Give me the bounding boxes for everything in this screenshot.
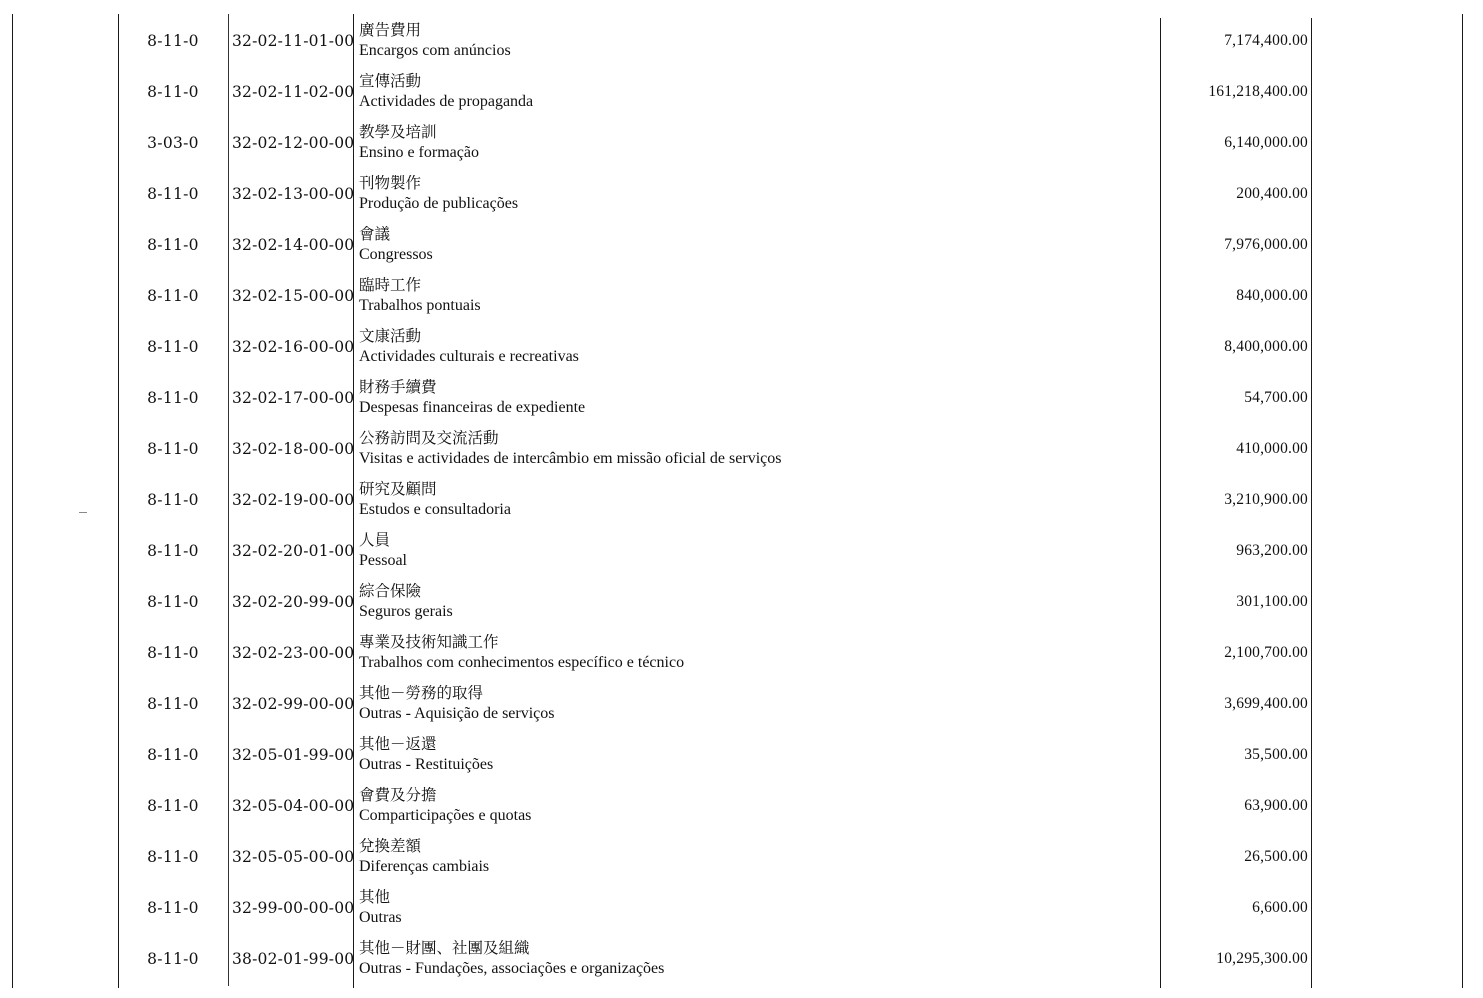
economic-code: 32-02-13-00-00 bbox=[232, 185, 355, 203]
description bbox=[359, 122, 479, 163]
description bbox=[359, 275, 481, 316]
description-portuguese: Outras - Fundações, associações e organizações bbox=[359, 960, 665, 977]
description bbox=[359, 173, 518, 214]
description-portuguese: Actividades de propaganda bbox=[359, 93, 534, 110]
amount: 301,100.00 bbox=[1236, 593, 1308, 610]
description-portuguese: Estudos e consultadoria bbox=[359, 501, 511, 518]
description-portuguese: Trabalhos com conhecimentos específico e técnico bbox=[359, 654, 685, 671]
table-row bbox=[0, 274, 1483, 325]
economic-code: 32-02-20-99-00 bbox=[232, 593, 355, 611]
description-chinese: 其他 bbox=[359, 888, 391, 906]
description bbox=[359, 479, 511, 520]
amount: 2,100,700.00 bbox=[1224, 644, 1308, 661]
description-chinese: 專業及技術知識工作 bbox=[359, 633, 499, 651]
description bbox=[359, 20, 511, 61]
description-portuguese: Outras bbox=[359, 909, 402, 926]
economic-code: 32-02-23-00-00 bbox=[232, 644, 355, 662]
description-portuguese: Despesas financeiras de expediente bbox=[359, 399, 586, 416]
description bbox=[359, 683, 555, 724]
table-row bbox=[0, 784, 1483, 835]
table-row bbox=[0, 70, 1483, 121]
amount: 3,699,400.00 bbox=[1224, 695, 1308, 712]
economic-code: 32-02-11-01-00 bbox=[232, 32, 355, 50]
economic-code: 32-02-99-00-00 bbox=[232, 695, 355, 713]
description bbox=[359, 71, 533, 112]
function-code: 8-11-0 bbox=[147, 899, 199, 917]
function-code: 8-11-0 bbox=[147, 746, 199, 764]
amount: 10,295,300.00 bbox=[1216, 950, 1308, 967]
economic-code: 32-02-18-00-00 bbox=[232, 440, 355, 458]
description-portuguese: Diferenças cambiais bbox=[359, 858, 490, 875]
economic-code: 32-02-11-02-00 bbox=[232, 83, 355, 101]
amount: 6,140,000.00 bbox=[1224, 134, 1308, 151]
description-portuguese: Outras - Aquisição de serviços bbox=[359, 705, 555, 722]
function-code: 8-11-0 bbox=[147, 491, 199, 509]
function-code: 8-11-0 bbox=[147, 695, 199, 713]
amount: 54,700.00 bbox=[1244, 389, 1308, 406]
function-code: 8-11-0 bbox=[147, 83, 199, 101]
table-row bbox=[0, 682, 1483, 733]
economic-code: 32-02-16-00-00 bbox=[232, 338, 355, 356]
description-portuguese: Produção de publicações bbox=[359, 195, 519, 212]
table-row bbox=[0, 223, 1483, 274]
amount: 35,500.00 bbox=[1244, 746, 1308, 763]
description bbox=[359, 377, 585, 418]
function-code: 8-11-0 bbox=[147, 950, 199, 968]
description bbox=[359, 938, 664, 979]
function-code: 8-11-0 bbox=[147, 236, 199, 254]
description-chinese: 其他－返還 bbox=[359, 735, 437, 753]
description-portuguese: Congressos bbox=[359, 246, 433, 263]
amount: 963,200.00 bbox=[1236, 542, 1308, 559]
function-code: 3-03-0 bbox=[147, 134, 199, 152]
amount: 63,900.00 bbox=[1244, 797, 1308, 814]
function-code: 8-11-0 bbox=[147, 542, 199, 560]
description-chinese: 臨時工作 bbox=[359, 276, 422, 294]
description-chinese: 會費及分擔 bbox=[359, 786, 437, 804]
table-row bbox=[0, 427, 1483, 478]
table-row bbox=[0, 325, 1483, 376]
description-portuguese: Seguros gerais bbox=[359, 603, 453, 620]
description-chinese: 會議 bbox=[359, 225, 391, 243]
economic-code: 32-05-05-00-00 bbox=[232, 848, 355, 866]
description-chinese: 研究及顧問 bbox=[359, 480, 437, 498]
table-row bbox=[0, 733, 1483, 784]
description-chinese: 綜合保險 bbox=[359, 582, 422, 600]
economic-code: 38-02-01-99-00 bbox=[232, 950, 355, 968]
description-chinese: 其他－勞務的取得 bbox=[359, 684, 484, 702]
description-chinese: 人員 bbox=[359, 531, 391, 549]
description-portuguese: Actividades culturais e recreativas bbox=[359, 348, 579, 365]
description bbox=[359, 224, 433, 265]
table-row bbox=[0, 937, 1483, 988]
description-portuguese: Encargos com anúncios bbox=[359, 42, 511, 59]
amount: 7,976,000.00 bbox=[1224, 236, 1308, 253]
amount: 161,218,400.00 bbox=[1208, 83, 1308, 100]
amount: 6,600.00 bbox=[1252, 899, 1308, 916]
amount: 410,000.00 bbox=[1236, 440, 1308, 457]
amount: 200,400.00 bbox=[1236, 185, 1308, 202]
description-chinese: 財務手續費 bbox=[359, 378, 437, 396]
description bbox=[359, 734, 493, 775]
economic-code: 32-02-14-00-00 bbox=[232, 236, 355, 254]
table-row bbox=[0, 580, 1483, 631]
description bbox=[359, 428, 781, 469]
function-code: 8-11-0 bbox=[147, 644, 199, 662]
description-portuguese: Pessoal bbox=[359, 552, 407, 569]
function-code: 8-11-0 bbox=[147, 848, 199, 866]
description bbox=[359, 632, 684, 673]
description bbox=[359, 836, 489, 877]
table-row bbox=[0, 631, 1483, 682]
function-code: 8-11-0 bbox=[147, 32, 199, 50]
description-chinese: 其他－財團、社團及組織 bbox=[359, 939, 530, 957]
description-chinese: 兌換差額 bbox=[359, 837, 422, 855]
economic-code: 32-02-15-00-00 bbox=[232, 287, 355, 305]
table-row bbox=[0, 478, 1483, 529]
economic-code: 32-02-12-00-00 bbox=[232, 134, 355, 152]
amount: 840,000.00 bbox=[1236, 287, 1308, 304]
description-chinese: 宣傳活動 bbox=[359, 72, 422, 90]
description bbox=[359, 887, 402, 928]
function-code: 8-11-0 bbox=[147, 389, 199, 407]
description-chinese: 刊物製作 bbox=[359, 174, 422, 192]
description bbox=[359, 785, 531, 826]
description-chinese: 廣告費用 bbox=[359, 21, 422, 39]
description-portuguese: Visitas e actividades de intercâmbio em missão oficial de serviços bbox=[359, 450, 782, 467]
economic-code: 32-99-00-00-00 bbox=[232, 899, 355, 917]
economic-code: 32-02-20-01-00 bbox=[232, 542, 355, 560]
description-portuguese: Ensino e formação bbox=[359, 144, 479, 161]
economic-code: 32-02-17-00-00 bbox=[232, 389, 355, 407]
description-portuguese: Comparticipações e quotas bbox=[359, 807, 532, 824]
table-row bbox=[0, 121, 1483, 172]
economic-code: 32-05-04-00-00 bbox=[232, 797, 355, 815]
amount: 26,500.00 bbox=[1244, 848, 1308, 865]
table-row bbox=[0, 886, 1483, 937]
economic-code: 32-05-01-99-00 bbox=[232, 746, 355, 764]
description-portuguese: Trabalhos pontuais bbox=[359, 297, 481, 314]
table-row bbox=[0, 172, 1483, 223]
amount: 7,174,400.00 bbox=[1224, 32, 1308, 49]
description-chinese: 文康活動 bbox=[359, 327, 422, 345]
description-chinese: 公務訪問及交流活動 bbox=[359, 429, 499, 447]
function-code: 8-11-0 bbox=[147, 338, 199, 356]
description bbox=[359, 530, 407, 571]
function-code: 8-11-0 bbox=[147, 440, 199, 458]
description-chinese: 教學及培訓 bbox=[359, 123, 437, 141]
function-code: 8-11-0 bbox=[147, 593, 199, 611]
table-row bbox=[0, 19, 1483, 70]
economic-code: 32-02-19-00-00 bbox=[232, 491, 355, 509]
function-code: 8-11-0 bbox=[147, 797, 199, 815]
function-code: 8-11-0 bbox=[147, 185, 199, 203]
table-row bbox=[0, 835, 1483, 886]
amount: 8,400,000.00 bbox=[1224, 338, 1308, 355]
description bbox=[359, 581, 453, 622]
description-portuguese: Outras - Restituições bbox=[359, 756, 494, 773]
budget-rows bbox=[0, 19, 1483, 988]
amount: 3,210,900.00 bbox=[1224, 491, 1308, 508]
table-row bbox=[0, 529, 1483, 580]
table-row bbox=[0, 376, 1483, 427]
function-code: 8-11-0 bbox=[147, 287, 199, 305]
description bbox=[359, 326, 579, 367]
